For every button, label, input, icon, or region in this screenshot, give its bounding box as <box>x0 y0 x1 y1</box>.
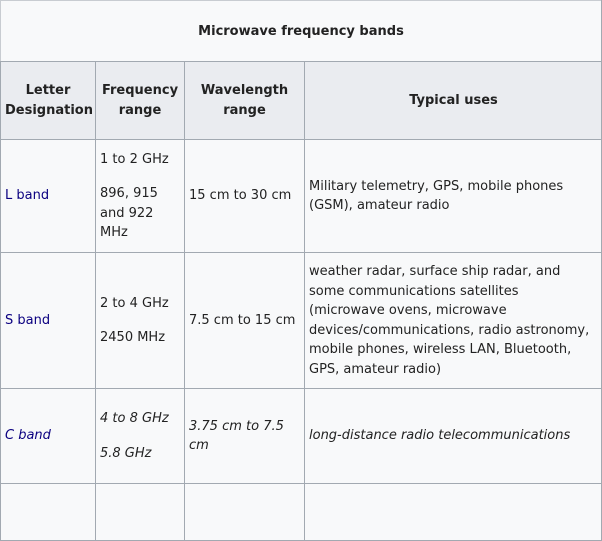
header-letter-designation[interactable] <box>1 62 96 140</box>
empty-cell <box>1 484 96 541</box>
uses-cell: long-distance radio telecommunications <box>305 389 602 484</box>
uses-cell: weather radar, surface ship radar, and some communications satellites (microwave ovens, microwave devices/communications, radio astronomy, mobile phones, wireless LAN, Bluetooth, GPS, amateur radio) <box>305 253 602 389</box>
table-row <box>1 253 602 389</box>
frequency-secondary: 2450 MHz <box>100 330 166 345</box>
frequency-cell <box>96 253 185 389</box>
header-letter-line2: Designation <box>5 102 93 118</box>
header-row <box>1 62 602 140</box>
wavelength-cell: 3.75 cm to 7.5 cm <box>185 389 305 484</box>
table-row <box>1 140 602 253</box>
wavelength-cell: 15 cm to 30 cm <box>185 140 305 253</box>
band-link-l[interactable]: L band <box>5 188 50 204</box>
header-letter-line1: Letter <box>25 83 71 98</box>
header-wavelength-range[interactable] <box>185 62 305 140</box>
band-cell <box>1 253 96 389</box>
header-frequency-range[interactable] <box>96 62 185 140</box>
empty-cell <box>96 484 185 541</box>
table-caption: Microwave frequency bands <box>0 0 601 61</box>
band-link-s[interactable]: S band <box>5 312 51 328</box>
empty-cell <box>305 484 602 541</box>
band-cell <box>1 140 96 253</box>
header-frequency-line2: range <box>118 102 162 118</box>
empty-cell <box>185 484 305 541</box>
header-frequency-line1: Frequency <box>101 83 179 98</box>
table-row <box>1 389 602 484</box>
frequency-primary: 1 to 2 GHz <box>100 151 169 167</box>
microwave-bands-table <box>0 61 602 541</box>
header-wavelength-line1: Wavelength <box>200 83 289 98</box>
frequency-cell <box>96 140 185 253</box>
wavelength-cell: 7.5 cm to 15 cm <box>185 253 305 389</box>
header-wavelength-line2: range <box>223 102 266 118</box>
frequency-primary: 4 to 8 GHz <box>100 411 169 426</box>
header-typical-uses[interactable] <box>305 62 602 140</box>
table-row-empty <box>1 484 602 541</box>
uses-cell: Military telemetry, GPS, mobile phones (GSM), amateur radio <box>305 140 602 253</box>
frequency-primary: 2 to 4 GHz <box>100 295 169 311</box>
header-uses-label: Typical uses <box>409 92 498 108</box>
frequency-secondary: 896, 915 and 922 MHz <box>100 186 158 240</box>
band-cell <box>1 389 96 484</box>
frequency-secondary: 5.8 GHz <box>100 445 152 461</box>
band-link-c[interactable]: C band <box>5 428 51 444</box>
frequency-cell <box>96 389 185 484</box>
